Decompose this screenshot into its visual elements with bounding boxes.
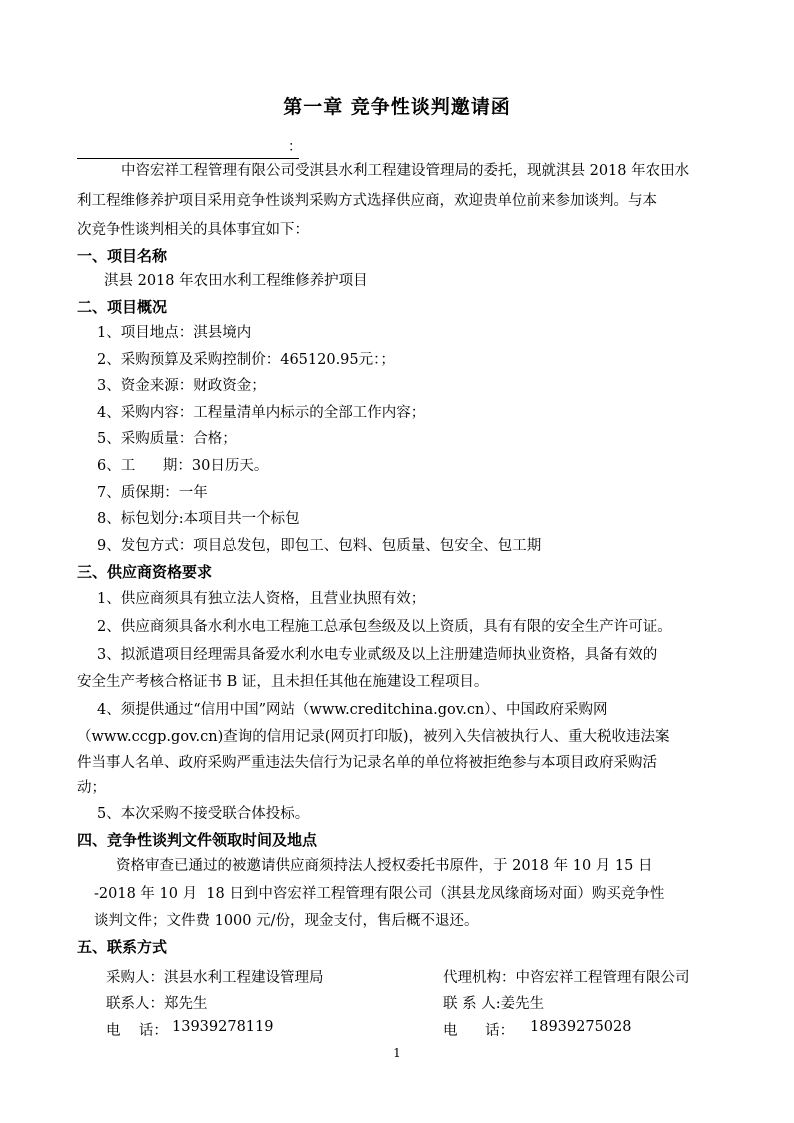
overview-item: 4、采购内容：工程量清单内标示的全部工作内容； <box>97 405 426 421</box>
page-number: 1 <box>393 1046 401 1060</box>
qualification-line: （www.ccgp.gov.cn)查询的信用记录(网页打印版)，被列入失信被执行人、重大税收违法案 <box>77 729 670 745</box>
intro-line-2: 利工程维修养护项目采用竞争性谈判采购方式选择供应商，欢迎贵单位前来参加谈判。与本 <box>77 193 657 209</box>
section-heading-contact: 五、联系方式 <box>77 938 168 956</box>
project-name-text: 淇县 2018 年农田水利工程维修养护项目 <box>104 273 368 289</box>
agency-name: 代理机构：中咨宏祥工程管理有限公司 <box>443 970 690 986</box>
overview-item: 2、采购预算及采购控制价：465120.95元：； <box>97 352 395 368</box>
qualification-line: 2、供应商须具备水利水电工程施工总承包叁级及以上资质，具有有限的安全生产许可证。 <box>97 619 672 635</box>
qualification-line: 安全生产考核合格证书 B 证，且未担任其他在施建设工程项目。 <box>77 674 489 690</box>
purchaser-name: 采购人：淇县水利工程建设管理局 <box>106 970 324 986</box>
addressee-colon: ： <box>288 139 302 155</box>
agency-phone: 18939275028 <box>530 1019 632 1035</box>
section-heading-project-overview: 二、项目概况 <box>77 298 168 316</box>
document-title: 第一章 竞争性谈判邀请函 <box>283 96 511 118</box>
qualification-line: 件当事人名单、政府采购严重违法失信行为记录名单的单位将被拒绝参与本项目政府采购活 <box>77 755 657 771</box>
qualification-line: 3、拟派遣项目经理需具备爱水利水电专业贰级及以上注册建造师执业资格，具备有效的 <box>97 647 658 663</box>
section-heading-qualification: 三、供应商资格要求 <box>77 563 213 581</box>
qualification-line: 1、供应商须具有独立法人资格，且营业执照有效； <box>97 591 426 607</box>
qualification-line: 4、须提供通过“信用中国”网站（www.creditchina.gov.cn）、中国政府采购网 <box>97 702 608 718</box>
overview-item: 8、标包划分:本项目共一个标包 <box>97 511 300 527</box>
overview-item: 3、资金来源：财政资金； <box>97 378 266 394</box>
agency-contact: 联 系 人:姜先生 <box>443 996 545 1012</box>
overview-item: 7、质保期：一年 <box>97 485 208 501</box>
intro-line-1: 中咨宏祥工程管理有限公司受淇县水利工程建设管理局的委托，现就淇县 2018 年农田水 <box>121 163 690 179</box>
qualification-line: 5、本次采购不接受联合体投标。 <box>97 806 310 822</box>
section-heading-document-collection: 四、竞争性谈判文件领取时间及地点 <box>77 831 318 849</box>
agency-phone-label: 电 话： <box>443 1023 515 1039</box>
addressee-blank-line <box>77 138 299 159</box>
overview-item: 5、采购质量：合格； <box>97 431 237 447</box>
overview-item: 9、发包方式：项目总发包，即包工、包料、包质量、包安全、包工期 <box>97 538 542 554</box>
purchaser-contact: 联系人：郑先生 <box>106 996 208 1012</box>
qualification-line: 动； <box>77 780 106 796</box>
intro-line-3: 次竞争性谈判相关的具体事宜如下： <box>77 222 309 238</box>
collection-line: 谈判文件；文件费 1000 元/份，现金支付，售后概不退还。 <box>94 913 479 929</box>
purchaser-phone: 13939278119 <box>172 1019 274 1035</box>
collection-line: -2018 年 10 月 18 日到中咨宏祥工程管理有限公司（淇县龙凤缘商场对面）购买竞争性 <box>94 886 665 902</box>
overview-item: 6、工 期：30日历天。 <box>97 458 269 474</box>
purchaser-phone-label: 电 话： <box>106 1023 168 1039</box>
overview-item: 1、项目地点：淇县境内 <box>97 325 252 341</box>
collection-line: 资格审查已通过的被邀请供应商须持法人授权委托书原件，于 2018 年 10 月 15 日 <box>116 858 653 874</box>
section-heading-project-name: 一、项目名称 <box>77 247 168 265</box>
